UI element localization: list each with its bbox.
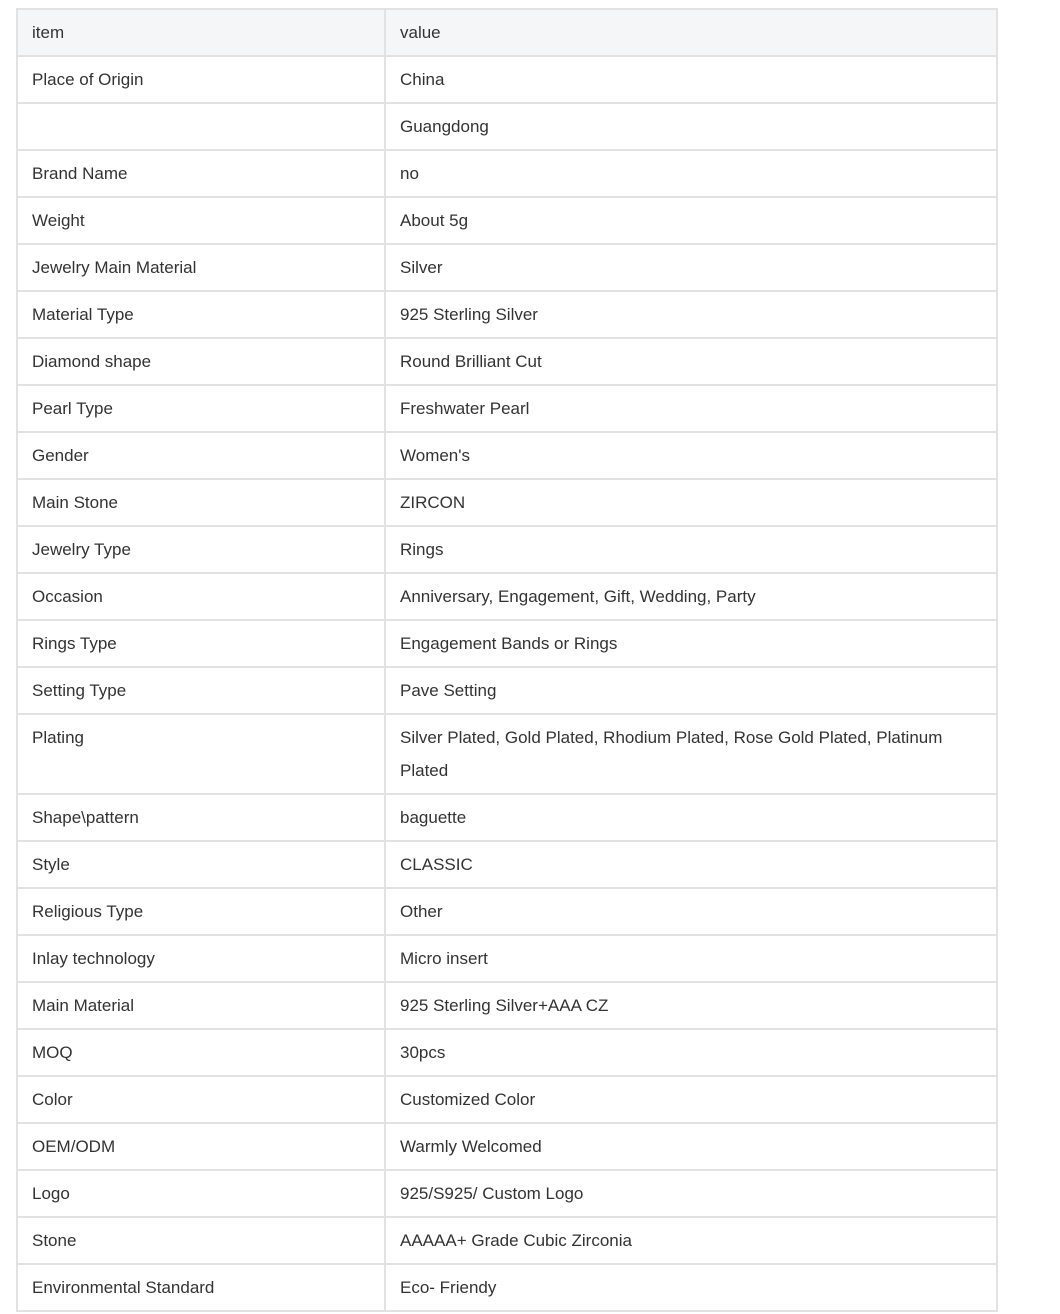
- row-item: Inlay technology: [17, 935, 385, 982]
- row-item: Color: [17, 1076, 385, 1123]
- table-row: [17, 982, 997, 1029]
- row-item: Weight: [17, 197, 385, 244]
- row-item: Main Stone: [17, 479, 385, 526]
- row-value: Guangdong: [385, 103, 997, 150]
- row-value: Customized Color: [385, 1076, 997, 1123]
- table-row: [17, 479, 997, 526]
- table-row: [17, 935, 997, 982]
- row-value: ZIRCON: [385, 479, 997, 526]
- row-value: Silver: [385, 244, 997, 291]
- row-item: Setting Type: [17, 667, 385, 714]
- table-row: [17, 1123, 997, 1170]
- row-item: OEM/ODM: [17, 1123, 385, 1170]
- table-row: [17, 1076, 997, 1123]
- table-row: [17, 338, 997, 385]
- table-row: [17, 244, 997, 291]
- table-row: [17, 150, 997, 197]
- table-row: [17, 794, 997, 841]
- row-item: Plating: [17, 714, 385, 794]
- table-row: [17, 841, 997, 888]
- row-value: Women's: [385, 432, 997, 479]
- row-item: Brand Name: [17, 150, 385, 197]
- row-item: Place of Origin: [17, 56, 385, 103]
- table-row: [17, 714, 997, 794]
- row-value: About 5g: [385, 197, 997, 244]
- row-item: Religious Type: [17, 888, 385, 935]
- row-item: Gender: [17, 432, 385, 479]
- row-item: Environmental Standard: [17, 1264, 385, 1311]
- table-row: [17, 432, 997, 479]
- row-value: Silver Plated, Gold Plated, Rhodium Plated, Rose Gold Plated, Platinum Plated: [385, 714, 997, 794]
- table-row: [17, 1217, 997, 1264]
- row-item: Jewelry Type: [17, 526, 385, 573]
- row-value: CLASSIC: [385, 841, 997, 888]
- table-row: [17, 620, 997, 667]
- table-row: [17, 667, 997, 714]
- row-value: AAAAA+ Grade Cubic Zirconia: [385, 1217, 997, 1264]
- row-value: Rings: [385, 526, 997, 573]
- row-item: Occasion: [17, 573, 385, 620]
- row-value: 925 Sterling Silver+AAA CZ: [385, 982, 997, 1029]
- row-value: Engagement Bands or Rings: [385, 620, 997, 667]
- table-row: [17, 1170, 997, 1217]
- row-value: Micro insert: [385, 935, 997, 982]
- row-value: Eco- Friendy: [385, 1264, 997, 1311]
- row-value: baguette: [385, 794, 997, 841]
- row-item: Material Type: [17, 291, 385, 338]
- row-value: Pave Setting: [385, 667, 997, 714]
- table-header-row: [17, 9, 997, 56]
- row-value: Freshwater Pearl: [385, 385, 997, 432]
- table-row: [17, 1029, 997, 1076]
- row-value: China: [385, 56, 997, 103]
- header-value: value: [385, 9, 997, 56]
- row-item: Jewelry Main Material: [17, 244, 385, 291]
- spec-table: [16, 8, 998, 1312]
- table-row: [17, 573, 997, 620]
- table-row: [17, 56, 997, 103]
- row-item: Main Material: [17, 982, 385, 1029]
- table-row: [17, 291, 997, 338]
- row-value: no: [385, 150, 997, 197]
- row-item: Style: [17, 841, 385, 888]
- row-value: Other: [385, 888, 997, 935]
- row-item: Pearl Type: [17, 385, 385, 432]
- table-row: [17, 888, 997, 935]
- row-value: 30pcs: [385, 1029, 997, 1076]
- table-row: [17, 526, 997, 573]
- table-row: [17, 103, 997, 150]
- row-value: Round Brilliant Cut: [385, 338, 997, 385]
- row-value: 925 Sterling Silver: [385, 291, 997, 338]
- row-item: MOQ: [17, 1029, 385, 1076]
- table-row: [17, 197, 997, 244]
- row-value: 925/S925/ Custom Logo: [385, 1170, 997, 1217]
- row-value: Warmly Welcomed: [385, 1123, 997, 1170]
- row-item: Stone: [17, 1217, 385, 1264]
- row-item: Rings Type: [17, 620, 385, 667]
- header-item: item: [17, 9, 385, 56]
- row-item: Shape\pattern: [17, 794, 385, 841]
- row-item: [17, 103, 385, 150]
- table-row: [17, 385, 997, 432]
- row-value: Anniversary, Engagement, Gift, Wedding, Party: [385, 573, 997, 620]
- table-row: [17, 1264, 997, 1311]
- row-item: Diamond shape: [17, 338, 385, 385]
- row-item: Logo: [17, 1170, 385, 1217]
